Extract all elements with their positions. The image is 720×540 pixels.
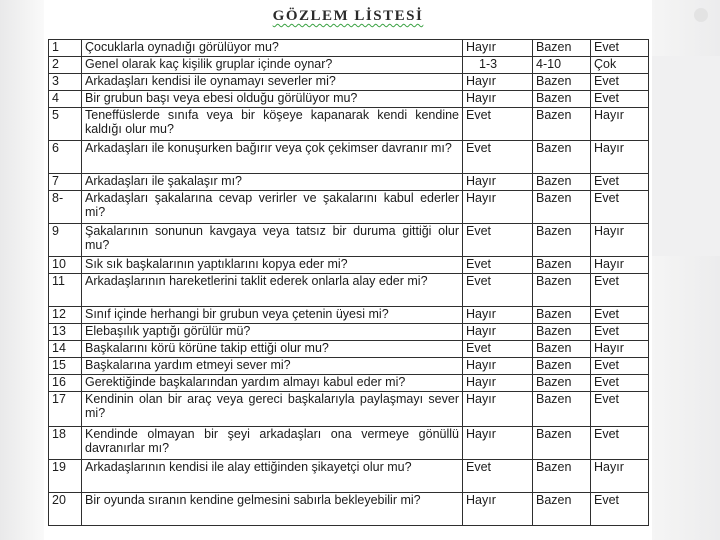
answer-option-2: Bazen xyxy=(533,174,591,191)
question-text: Elebaşılık yaptığı görülür mü? xyxy=(82,324,463,341)
table-row xyxy=(49,392,649,427)
answer-option-1: Evet xyxy=(463,224,533,257)
row-number: 20 xyxy=(49,493,82,526)
answer-option-1: Hayır xyxy=(463,375,533,392)
answer-option-3: Evet xyxy=(591,40,649,57)
answer-option-2: Bazen xyxy=(533,141,591,174)
answer-option-2: Bazen xyxy=(533,324,591,341)
table-row xyxy=(49,324,649,341)
question-text: Arkadaşları şakalarına cevap verirler ve şakalarını kabul ederler mi? xyxy=(82,191,463,224)
table-row xyxy=(49,460,649,493)
row-number: 6 xyxy=(49,141,82,174)
answer-option-1: Hayır xyxy=(463,174,533,191)
table-row xyxy=(49,174,649,191)
question-text: Arkadaşları kendisi ile oynamayı severler mi? xyxy=(82,74,463,91)
question-text: Arkadaşları ile konuşurken bağırır veya çok çekimser davranır mı? xyxy=(82,141,463,174)
answer-option-2: Bazen xyxy=(533,392,591,427)
table-row xyxy=(49,427,649,460)
question-text: Teneffüslerde sınıfa veya bir köşeye kapanarak kendi kendine kaldığı olur mu? xyxy=(82,108,463,141)
answer-option-2: Bazen xyxy=(533,427,591,460)
question-text: Bir grubun başı veya ebesi olduğu görülüyor mu? xyxy=(82,91,463,108)
answer-option-3: Evet xyxy=(591,392,649,427)
answer-option-1: Evet xyxy=(463,274,533,307)
answer-option-3: Evet xyxy=(591,307,649,324)
question-text: Kendinin olan bir araç veya gereci başkalarıyla paylaşmayı sever mi? xyxy=(82,392,463,427)
answer-option-1: Hayır xyxy=(463,427,533,460)
row-number: 8- xyxy=(49,191,82,224)
row-number: 16 xyxy=(49,375,82,392)
row-number: 5 xyxy=(49,108,82,141)
row-number: 12 xyxy=(49,307,82,324)
question-text: Çocuklarla oynadığı görülüyor mu? xyxy=(82,40,463,57)
table-row xyxy=(49,141,649,174)
answer-option-2: Bazen xyxy=(533,74,591,91)
row-number: 17 xyxy=(49,392,82,427)
answer-option-1: Evet xyxy=(463,460,533,493)
answer-option-2: Bazen xyxy=(533,375,591,392)
row-number: 2 xyxy=(49,57,82,74)
answer-option-2: Bazen xyxy=(533,307,591,324)
answer-option-3: Evet xyxy=(591,91,649,108)
row-number: 11 xyxy=(49,274,82,307)
answer-option-1: Hayır xyxy=(463,392,533,427)
answer-option-2: Bazen xyxy=(533,224,591,257)
answer-option-3: Evet xyxy=(591,375,649,392)
question-text: Genel olarak kaç kişilik gruplar içinde oynar? xyxy=(82,57,463,74)
answer-option-3: Hayır xyxy=(591,141,649,174)
row-number: 9 xyxy=(49,224,82,257)
answer-option-1: Hayır xyxy=(463,358,533,375)
corner-dot xyxy=(694,8,708,22)
row-number: 19 xyxy=(49,460,82,493)
answer-option-1: Evet xyxy=(463,141,533,174)
table-row xyxy=(49,341,649,358)
table-row xyxy=(49,40,649,57)
left-background-strip xyxy=(0,0,44,540)
row-number: 18 xyxy=(49,427,82,460)
answer-option-2: Bazen xyxy=(533,493,591,526)
answer-option-2: Bazen xyxy=(533,274,591,307)
answer-option-2: Bazen xyxy=(533,191,591,224)
document-page xyxy=(44,0,652,540)
answer-option-1: Evet xyxy=(463,341,533,358)
answer-option-2: Bazen xyxy=(533,358,591,375)
answer-option-3: Hayır xyxy=(591,257,649,274)
table-row xyxy=(49,57,649,74)
row-number: 13 xyxy=(49,324,82,341)
observation-table xyxy=(48,39,649,526)
title-text: GÖZLEM LİSTESİ xyxy=(272,8,424,24)
answer-option-3: Evet xyxy=(591,191,649,224)
answer-option-3: Hayır xyxy=(591,224,649,257)
question-text: Bir oyunda sıranın kendine gelmesini sabırla bekleyebilir mi? xyxy=(82,493,463,526)
answer-option-2: Bazen xyxy=(533,91,591,108)
table-row xyxy=(49,191,649,224)
answer-option-3: Evet xyxy=(591,274,649,307)
answer-option-3: Hayır xyxy=(591,341,649,358)
question-text: Sık sık başkalarının yaptıklarını kopya eder mi? xyxy=(82,257,463,274)
answer-option-3: Evet xyxy=(591,358,649,375)
answer-option-1: Hayır xyxy=(463,493,533,526)
table-row xyxy=(49,493,649,526)
answer-option-2: Bazen xyxy=(533,460,591,493)
table-row xyxy=(49,274,649,307)
table-row xyxy=(49,224,649,257)
answer-option-2: Bazen xyxy=(533,341,591,358)
row-number: 3 xyxy=(49,74,82,91)
question-text: Başkalarını körü körüne takip ettiği olur mu? xyxy=(82,341,463,358)
answer-option-3: Evet xyxy=(591,174,649,191)
answer-option-2: Bazen xyxy=(533,108,591,141)
row-number: 1 xyxy=(49,40,82,57)
question-text: Arkadaşlarının hareketlerini taklit ederek onlarla alay eder mi? xyxy=(82,274,463,307)
question-text: Şakalarının sonunun kavgaya veya tatsız bir duruma gittiği olur mu? xyxy=(82,224,463,257)
answer-option-1: Hayır xyxy=(463,324,533,341)
answer-option-2: 4-10 xyxy=(533,57,591,74)
answer-option-3: Evet xyxy=(591,324,649,341)
answer-option-2: Bazen xyxy=(533,40,591,57)
question-text: Başkalarına yardım etmeyi sever mi? xyxy=(82,358,463,375)
answer-option-1: Evet xyxy=(463,257,533,274)
row-number: 7 xyxy=(49,174,82,191)
answer-option-1: Hayır xyxy=(463,40,533,57)
question-text: Arkadaşları ile şakalaşır mı? xyxy=(82,174,463,191)
question-text: Gerektiğinde başkalarından yardım almayı kabul eder mi? xyxy=(82,375,463,392)
answer-option-1: Evet xyxy=(463,108,533,141)
row-number: 15 xyxy=(49,358,82,375)
answer-option-3: Hayır xyxy=(591,460,649,493)
answer-option-3: Hayır xyxy=(591,108,649,141)
table-row xyxy=(49,358,649,375)
answer-option-1: Hayır xyxy=(463,307,533,324)
answer-option-1: Hayır xyxy=(463,91,533,108)
question-text: Kendinde olmayan bir şeyi arkadaşları ona vermeye gönüllü davranırlar mı? xyxy=(82,427,463,460)
page-title xyxy=(44,8,652,25)
answer-option-1: Hayır xyxy=(463,74,533,91)
row-number: 14 xyxy=(49,341,82,358)
table-row xyxy=(49,91,649,108)
table-row xyxy=(49,307,649,324)
answer-option-3: Evet xyxy=(591,427,649,460)
answer-option-2: Bazen xyxy=(533,257,591,274)
table-row xyxy=(49,375,649,392)
row-number: 10 xyxy=(49,257,82,274)
answer-option-3: Evet xyxy=(591,493,649,526)
answer-option-3: Çok xyxy=(591,57,649,74)
question-text: Sınıf içinde herhangi bir grubun veya çetenin üyesi mi? xyxy=(82,307,463,324)
question-text: Arkadaşlarının kendisi ile alay ettiğinden şikayetçi olur mu? xyxy=(82,460,463,493)
answer-option-1: 1-3 xyxy=(463,57,533,74)
table-row xyxy=(49,257,649,274)
answer-option-3: Evet xyxy=(591,74,649,91)
table-row xyxy=(49,74,649,91)
row-number: 4 xyxy=(49,91,82,108)
right-background-panel xyxy=(652,56,720,256)
table-row xyxy=(49,108,649,141)
answer-option-1: Hayır xyxy=(463,191,533,224)
